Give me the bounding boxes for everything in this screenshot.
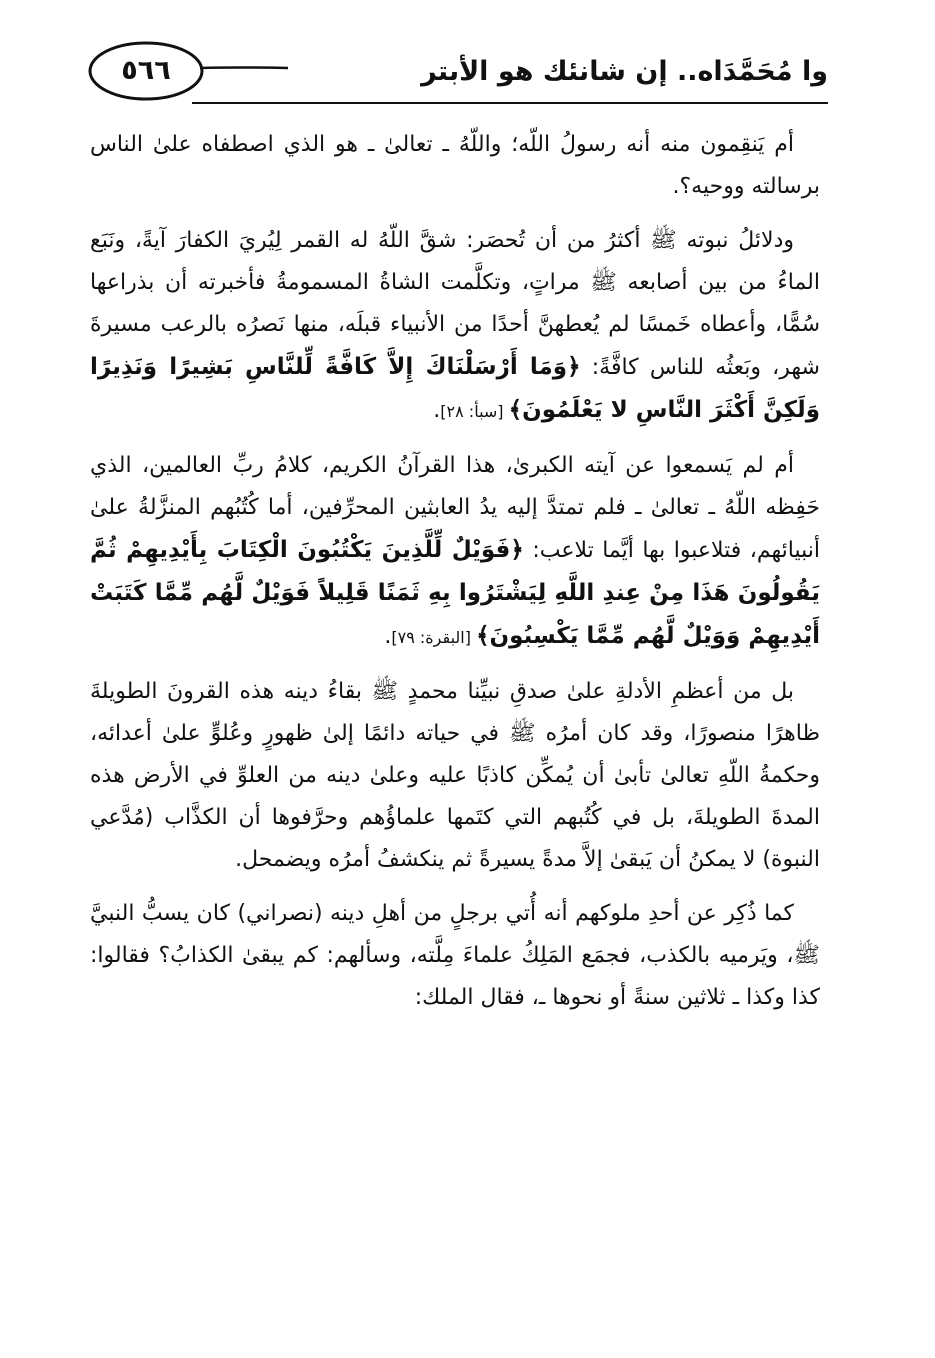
paragraph-text: أم لم يَسمعوا عن آيته الكبرىٰ، هذا القرآنُ الكريم، كلامُ ربِّ العالمين، الذي حَفِظه اللّهُ ـ تعالىٰ ـ فلم تمتدَّ إليه يدُ العابثين المحرِّفين، أما كُتُبُهم المنزَّلةُ علىٰ أنبيائهم، فتلاعبوا بها أيَّما تلاعب: [90, 453, 821, 563]
page-header [88, 38, 828, 110]
verse-reference: [البقرة: ٧٩] [391, 628, 477, 647]
quran-verse: ﴿وَمَا أَرْسَلْنَاكَ إِلاَّ كَافَّةً لِّلنَّاسِ بَشِيرًا وَنَذِيرًا وَلَكِنَّ أَكْثَرَ النَّاسِ لا يَعْلَمُونَ﴾ [90, 354, 820, 423]
paragraph-text: بل من أعظمِ الأدلةِ علىٰ صدقِ نبيِّنا محمدٍ ﷺ بقاءُ دينه هذه القرونَ الطويلةَ ظاهرًا منصورًا، وقد كان أمرُه ﷺ في حياته دائمًا إلىٰ ظهورٍ وعُلوٍّ علىٰ أعدائه، وحكمةُ اللّهِ تعالىٰ تأبىٰ أن يُمكِّن كاذبًا عليه وعلىٰ دينه من العلوِّ في الأرض هذه المدةَ الطويلةَ، بل في كُتُبهم التي كتَمها علماؤُهم وحرَّفوها أن الكذَّاب (مُدَّعي النبوة) لا يمكنُ أن يَبقىٰ إلاَّ مدةً يسيرةً ثم ينكشفُ أمرُه ويضمحل. [90, 679, 820, 872]
paragraph-text: ودلائلُ نبوته ﷺ أكثرُ من أن تُحصَر: شقَّ اللّهُ له القمر لِيُريَ الكفارَ آيةً، ونَبَع الماءُ من بين أصابعه ﷺ مراتٍ، وتكلَّمت الشاةُ المسمومةُ فأخبرته أن بذراعها سُمًّا، وأعطاه خَمسًا لم يُعطهنَّ أحدًا من الأنبياء قبلَه، منها نَصرُه بالرعب مسيرةَ شهر، وبَعثُه للناس كافَّةً: [90, 228, 820, 380]
verse-reference: [سبأ: ٢٨] [440, 402, 509, 421]
paragraph-5 [90, 893, 820, 1019]
paragraph-4 [90, 671, 820, 881]
running-title: وا مُحَمَّدَاه.. إن شانئك هو الأبتر [421, 56, 828, 87]
page-number-frame [88, 40, 288, 102]
quran-verse: ﴿فَوَيْلٌ لِّلَّذِينَ يَكْتُبُونَ الْكِتَابَ بِأَيْدِيهِمْ ثُمَّ يَقُولُونَ هَذَا مِنْ عِندِ اللَّهِ لِيَشْتَرُوا بِهِ ثَمَنًا قَلِيلاً فَوَيْلٌ لَّهُم مِّمَّا كَتَبَتْ أَيْدِيهِمْ وَوَيْلٌ لَّهُم مِّمَّا يَكْسِبُونَ﴾ [90, 537, 820, 649]
paragraph-end: . [433, 398, 441, 423]
paragraph-2 [90, 220, 820, 433]
paragraph-1 [90, 124, 820, 208]
page-number: ٥٦٦ [121, 55, 171, 86]
header-rule [192, 102, 828, 104]
paragraph-3 [90, 445, 820, 659]
paragraph-text: أم يَنقِمون منه أنه رسولُ اللّه؛ واللّهُ ـ تعالىٰ ـ هو الذي اصطفاه علىٰ الناس برسالته ووحيه؟. [90, 132, 820, 199]
body-text [90, 124, 820, 1031]
paragraph-end: . [384, 624, 392, 649]
paragraph-text: كما ذُكِر عن أحدِ ملوكهم أنه أُتي برجلٍ من أهلِ دينه (نصراني) كان يسبُّ النبيَّ ﷺ، ويَرميه بالكذب، فجمَع المَلِكُ علماءَ مِلَّته، وسألهم: كم يبقىٰ الكذابُ؟ فقالوا: كذا وكذا ـ ثلاثين سنةً أو نحوها ـ، فقال الملك: [90, 901, 820, 1010]
